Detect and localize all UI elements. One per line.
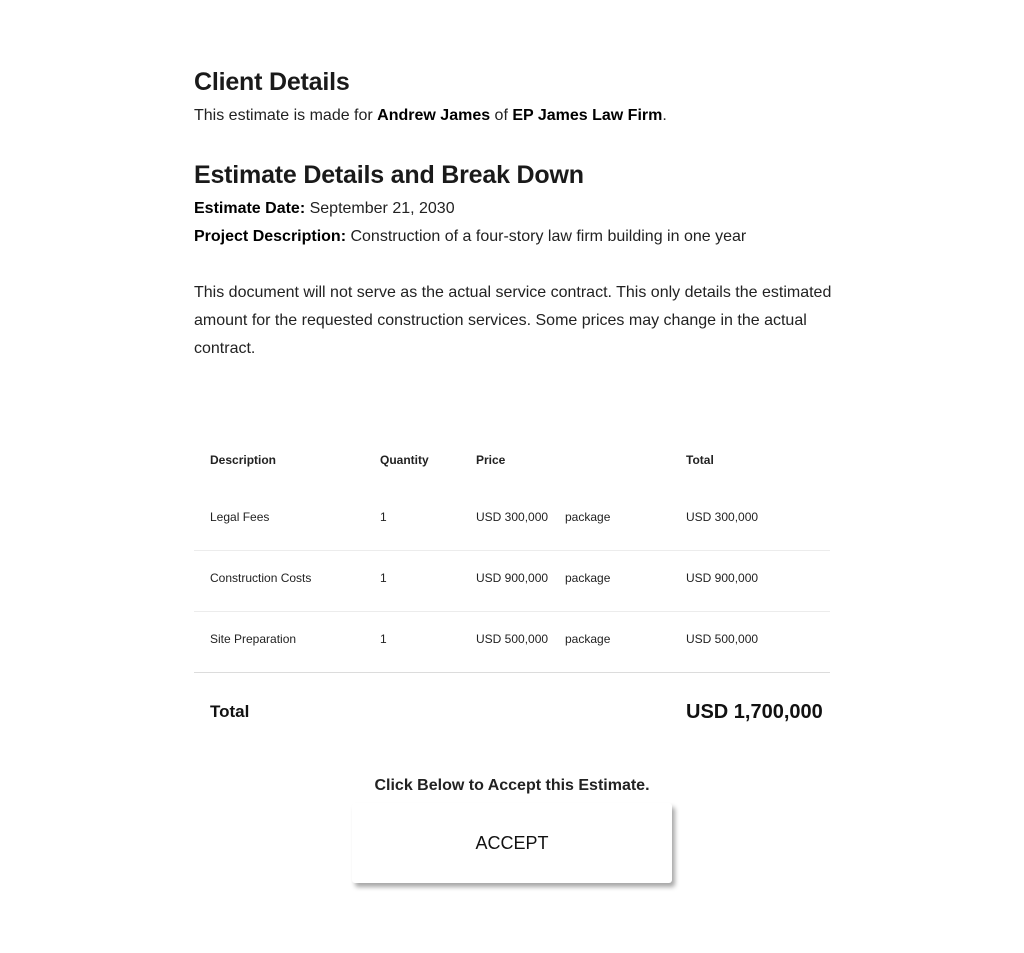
row-quantity: 1 (380, 510, 387, 524)
table-header (194, 430, 830, 491)
client-intro (194, 102, 667, 130)
row-total: USD 300,000 (686, 510, 759, 524)
row-total: USD 500,000 (686, 632, 759, 646)
of-text: of (490, 107, 513, 124)
total-label: Total (210, 702, 250, 721)
row-total: USD 900,000 (686, 571, 759, 585)
estimate-date-value: September 21, 2030 (305, 200, 455, 217)
row-price: USD 900,000 (476, 571, 549, 585)
disclaimer: This document will not serve as the actual service contract. This only details the estimated amount for the requested construction services. Some prices may change in the actual contract. (194, 284, 832, 357)
client-details-heading: Client Details (194, 68, 350, 96)
row-unit: package (565, 571, 611, 585)
client-name: Andrew James (377, 107, 491, 124)
row-unit: package (565, 510, 611, 524)
period: . (662, 107, 667, 124)
project-description-value: Construction of a four-story law firm building in one year (346, 228, 747, 245)
estimate-details-heading: Estimate Details and Break Down (194, 161, 584, 189)
project-description (194, 223, 746, 251)
intro-prefix: This estimate is made for (194, 107, 378, 124)
header-total: Total (686, 453, 714, 467)
row-description: Legal Fees (210, 510, 270, 524)
table-row (194, 548, 830, 609)
estimate-date-label: Estimate Date: (194, 200, 306, 217)
row-description: Construction Costs (210, 571, 312, 585)
project-description-label: Project Description: (194, 228, 347, 245)
estimate-date (194, 195, 455, 223)
table-row (194, 487, 830, 548)
row-description: Site Preparation (210, 632, 297, 646)
row-price: USD 300,000 (476, 510, 549, 524)
table-row (194, 609, 830, 670)
row-unit: package (565, 632, 611, 646)
total-divider (194, 672, 830, 673)
accept-prompt: Click Below to Accept this Estimate. (374, 777, 650, 794)
header-quantity: Quantity (380, 453, 429, 467)
header-description: Description (210, 453, 277, 467)
header-price: Price (476, 453, 506, 467)
firm-name: EP James Law Firm (512, 107, 663, 124)
row-quantity: 1 (380, 632, 387, 646)
accept-button[interactable]: ACCEPT (352, 803, 672, 883)
row-price: USD 500,000 (476, 632, 549, 646)
row-quantity: 1 (380, 571, 387, 585)
total-value: USD 1,700,000 (686, 701, 823, 723)
